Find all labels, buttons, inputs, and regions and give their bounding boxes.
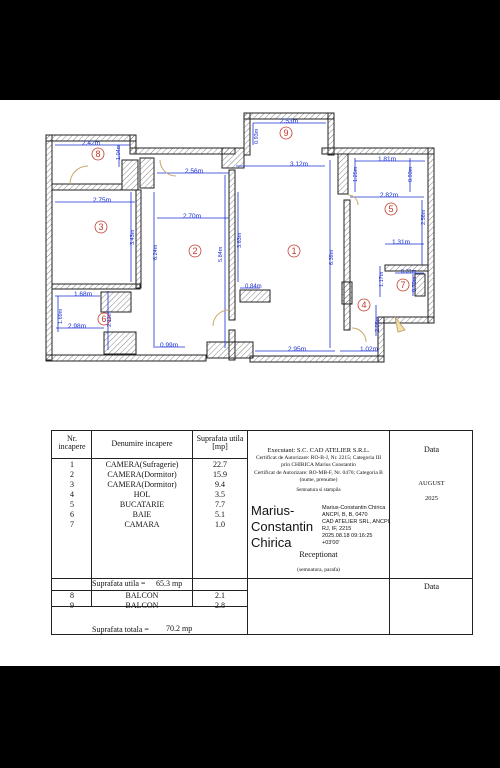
dim-3-43: 3.43m [130, 229, 136, 245]
dim-5-84: 5.84m [218, 246, 224, 262]
room-row-area: 22.7 [213, 460, 227, 469]
dim-2-42: 2.42m [82, 140, 101, 147]
receptionat-label: Receptionat [299, 550, 338, 559]
dim-1-17: 1.17m [379, 271, 385, 287]
room-number-6: 6 [101, 314, 107, 324]
dim-3-12: 3.12m [290, 161, 309, 168]
dim-2-98: 2.98m [68, 323, 87, 330]
executant-line5: (nume, prenume) [299, 477, 338, 483]
dim-2-70: 2.70m [183, 213, 202, 220]
room-number-5: 5 [388, 204, 394, 214]
balcony-row-nr: 9 [70, 601, 74, 610]
dim-2-56: 2.56m [185, 168, 204, 175]
room-row-name: BUCATARIE [119, 500, 165, 509]
room-row-name: CAMERA(Dormitor) [107, 480, 177, 489]
header-nr: Nr. incapere [58, 434, 86, 452]
date-month: AUGUST [418, 480, 445, 487]
room-table [51, 430, 473, 635]
dim-0-99: 0.99m [160, 342, 179, 349]
room-row-nr: 6 [70, 510, 74, 519]
dim-2-53: 2.53m [280, 118, 299, 125]
suprafata-totala-label: Suprafata totala = [92, 625, 149, 634]
dim-2-75: 2.75m [93, 197, 112, 204]
room-row-area: 9.4 [215, 480, 225, 489]
room-number-1: 1 [291, 246, 297, 256]
floor-plan [0, 100, 500, 400]
room-number-8: 8 [95, 149, 101, 159]
dim-6-24: 6.24m [153, 244, 159, 260]
dim-1-25: 1.25m [353, 166, 359, 182]
dim-0-93: 0.93m [254, 128, 260, 144]
room-row-nr: 7 [70, 520, 74, 529]
dim-2-56v: 2.56m [421, 209, 427, 225]
room-row-name: HOL [133, 490, 151, 499]
header-data-2: Data [423, 582, 440, 591]
dim-2-05: 2.05m [375, 316, 381, 332]
executant-line2: Certificat de Autorizare: RO-B-J, Nr. 2215; Categoria III [255, 455, 382, 461]
suprafata-utila-value: 65.3 mp [156, 579, 183, 588]
dim-0-31: 0.31m [401, 269, 417, 275]
room-row-area: 1.0 [215, 520, 225, 529]
dim-0-93b: 0.93m [408, 166, 414, 182]
balcony-row-name: BALCON [125, 601, 159, 610]
room-number-7: 7 [400, 280, 406, 290]
executant-line3: prin CHIRICA Marius Constantin [281, 462, 356, 468]
dim-2-12: 2.12m [107, 311, 113, 327]
room-row-name: BAIE [132, 510, 152, 519]
room-number-9: 9 [283, 128, 289, 138]
suprafata-totala-value: 70.2 mp [166, 624, 193, 633]
room-number-4: 4 [361, 300, 367, 310]
balcony-row-nr: 8 [70, 591, 74, 600]
header-denumire: Denumire incapere [111, 439, 173, 448]
balcony-row-name: BALCON [125, 591, 159, 600]
signature-name: Marius-Constantin Chirica [251, 503, 314, 550]
dim-6-39: 6.39m [329, 249, 335, 265]
dim-1-68: 1.68m [74, 291, 93, 298]
room-row-area: 15.9 [213, 470, 227, 479]
room-row-nr: 1 [70, 460, 74, 469]
room-row-area: 3.5 [215, 490, 225, 499]
executant-line6: Semnatura si stampila [296, 488, 341, 493]
dim-0-70: 0.70m [412, 276, 418, 292]
room-row-name: CAMERA(Dormitor) [107, 470, 177, 479]
signature-details: Marius-Constantin Chirica ANCPI, B, B, 0470 CAD ATELIER SRL, ANCPI, RJ, IF, 2215 2025.08.18 09:16:25 +03'00' [322, 505, 391, 546]
dim-3-83: 3.83m [237, 232, 243, 248]
room-number-2: 2 [192, 246, 198, 256]
balcony-row-area: 2.8 [215, 601, 225, 610]
dim-0-84: 0.84m [245, 284, 262, 290]
room-row-nr: 5 [70, 500, 74, 509]
balcony-row-area: 2.1 [215, 591, 225, 600]
suprafata-utila-label: Suprafata utila = [92, 579, 146, 588]
dim-1-81: 1.81m [378, 156, 397, 163]
executant-line1: Executant: S.C. CAD ATELIER S.R.L. [267, 447, 370, 454]
room-row-nr: 4 [70, 490, 74, 499]
header-suprafata: Suprafata utila [mp] [196, 434, 244, 452]
dim-1-02: 1.02m [360, 346, 379, 353]
room-row-name: CAMERA(Sufragerie) [105, 460, 179, 469]
dim-1-04: 1.04m [116, 144, 122, 160]
dim-1-31: 1.31m [392, 239, 411, 246]
dim-1-69: 1.69m [58, 308, 64, 324]
receptionat-sub: (semnatura, parafa) [297, 567, 340, 573]
header-data: Data [423, 445, 440, 454]
plan-sheet [0, 100, 500, 666]
dim-2-82: 2.82m [380, 192, 399, 199]
room-number-3: 3 [98, 222, 104, 232]
date-year: 2025 [425, 495, 438, 502]
room-row-nr: 3 [70, 480, 74, 489]
room-row-nr: 2 [70, 470, 74, 479]
room-row-area: 5.1 [215, 510, 225, 519]
room-row-name: CAMARA [124, 520, 160, 529]
executant-line4: Certificat de Autorizare: RO-MB-F, Nr. 0470; Categoria B [254, 470, 383, 476]
room-row-area: 7.7 [215, 500, 225, 509]
dim-2-95: 2.95m [288, 346, 307, 353]
